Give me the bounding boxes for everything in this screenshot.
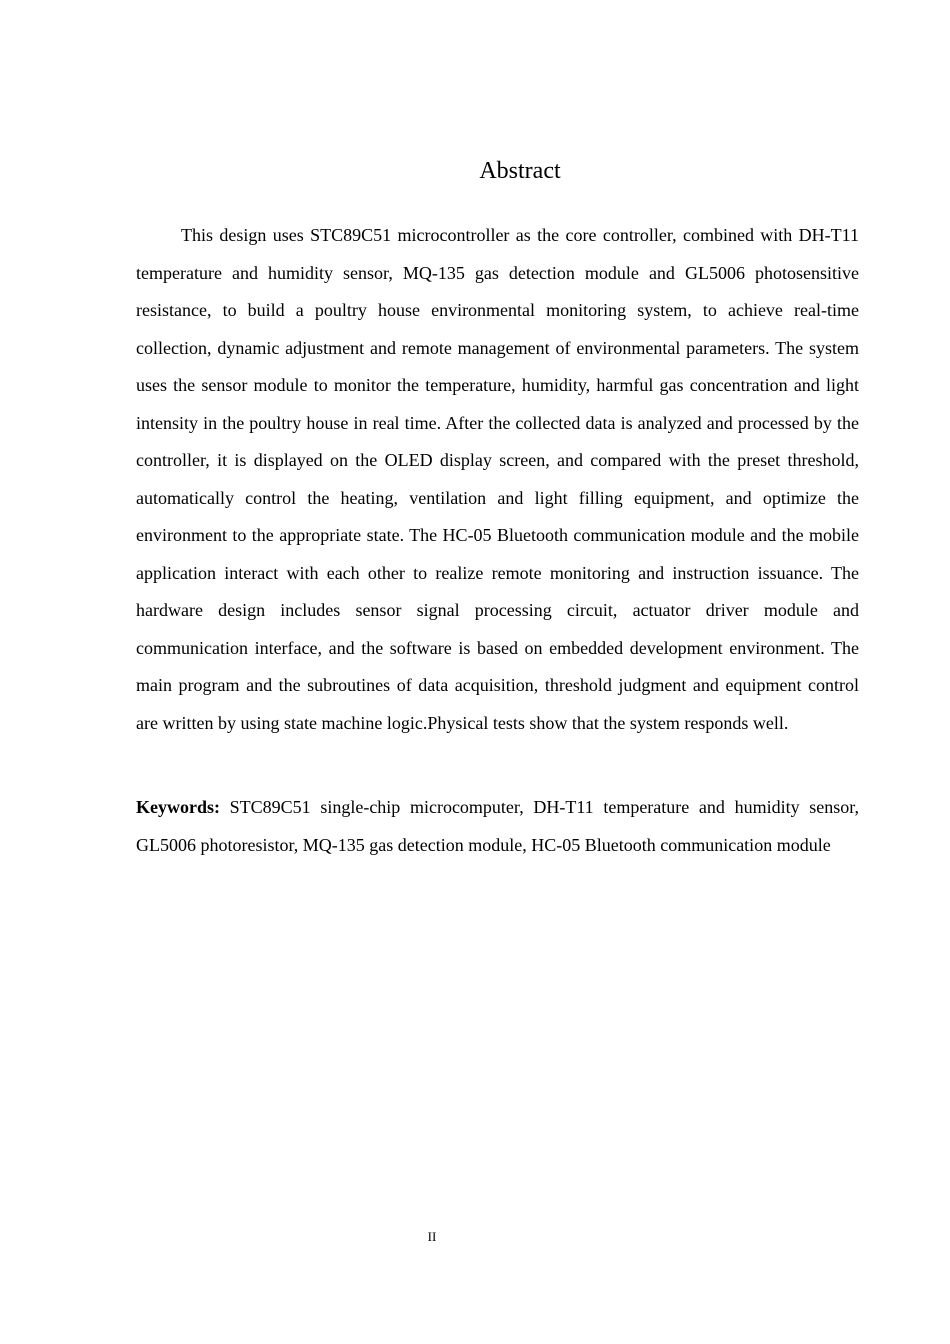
keywords-paragraph [136,789,859,864]
abstract-body: This design uses STC89C51 microcontroller as the core controller, combined with DH-T11 temperature and humidity sensor, MQ-135 gas detection module and GL5006 photosensitive resistance, to build a poultry house environmental monitoring system, to achieve real-time collection, dynamic adjustment and remote management of environmental parameters. The system uses the sensor module to monitor the temperature, humidity, harmful gas concentration and light intensity in the poultry house in real time. After the collected data is analyzed and processed by the controller, it is displayed on the OLED display screen, and compared with the preset threshold, automatically control the heating, ventilation and light filling equipment, and optimize the environment to the appropriate state. The HC-05 Bluetooth communication module and the mobile application interact with each other to realize remote monitoring and instruction issuance. The hardware design includes sensor signal processing circuit, actuator driver module and communication interface, and the software is based on embedded development environment. The main program and the subroutines of data acquisition, threshold judgment and equipment control are written by using state machine logic.Physical tests show that the system responds well. [136,225,859,733]
keywords-text: STC89C51 single-chip microcomputer, DH-T11 temperature and humidity sensor, GL5006 photoresistor, MQ-135 gas detection module, HC-05 Bluetooth communication module [136,797,859,855]
page-number: II [427,1229,437,1244]
keywords-label: Keywords: [136,797,220,817]
abstract-title: Abstract [479,158,561,184]
